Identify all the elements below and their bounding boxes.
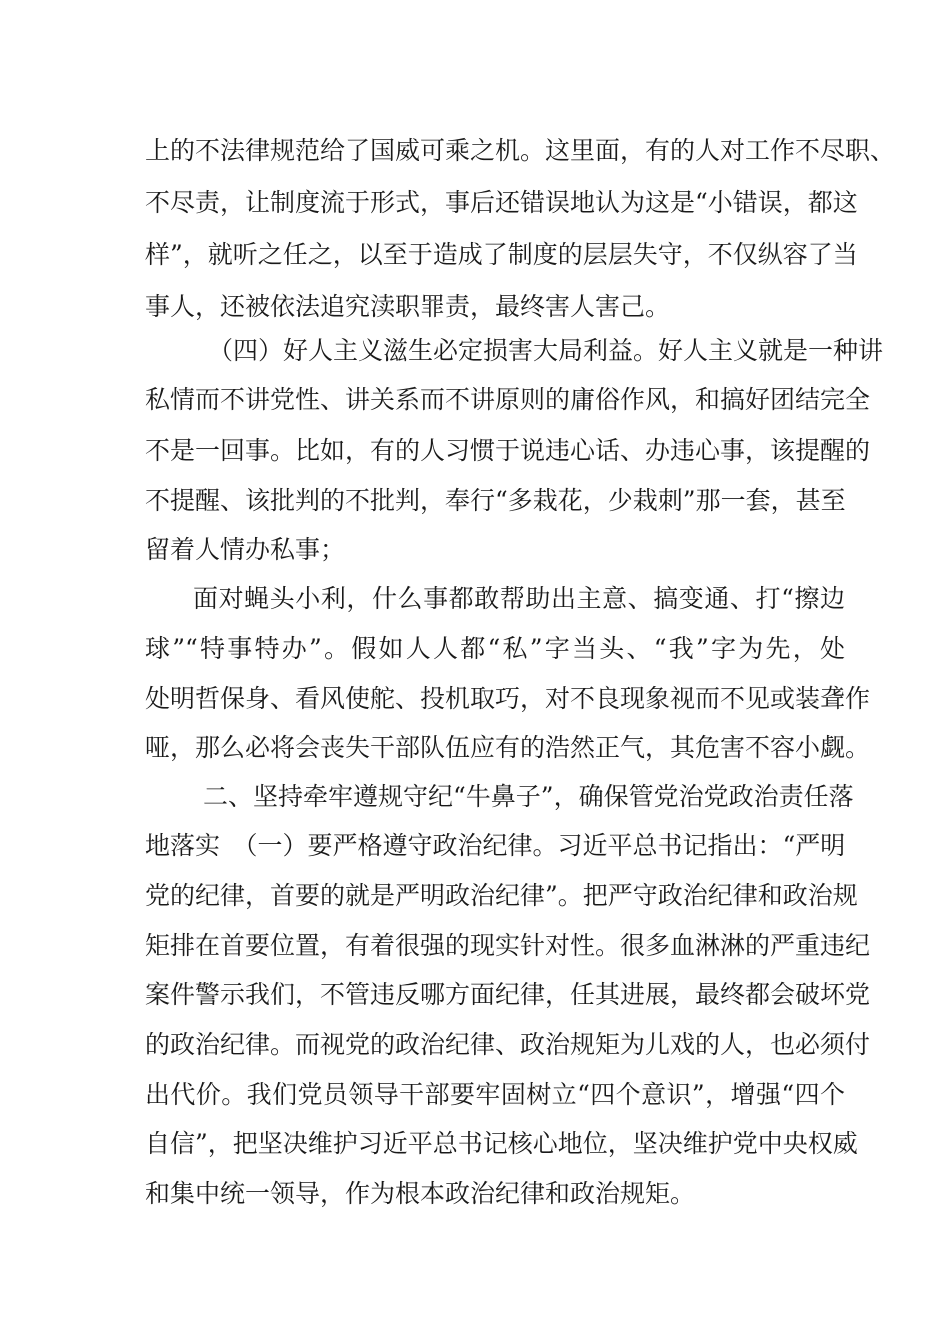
text-line: 不是一回事。比如，有的人习惯于说违心话、办违心事，该提醒的 bbox=[145, 436, 871, 465]
section-heading-line: 二、坚持牵牢遵规守纪“牛鼻子”，确保管党治党政治责任落 bbox=[203, 782, 854, 811]
text-line: 不提醒、该批判的不批判，奉行“多栽花，少栽刺”那一套，甚至 bbox=[145, 486, 846, 515]
text-line: 样”，就听之任之，以至于造成了制度的层层失守，不仅纵容了当 bbox=[145, 240, 858, 269]
text-line: 私情而不讲党性、讲关系而不讲原则的庸俗作风，和搞好团结完全 bbox=[145, 385, 871, 414]
text-line: 面对蝇头小利，什么事都敢帮助出主意、搞变通、打“擦边 bbox=[193, 584, 845, 613]
text-line: 自信”，把坚决维护习近平总书记核心地位，坚决维护党中央权威 bbox=[145, 1129, 858, 1158]
text-line: 留着人情办私事； bbox=[145, 535, 346, 564]
text-line: 哑，那么必将会丧失干部队伍应有的浩然正气，其危害不容小觑。 bbox=[145, 733, 871, 762]
text-line: 出代价。我们党员领导干部要牢固树立“四个意识”，增强“四个 bbox=[145, 1080, 845, 1109]
text-line: 上的不法律规范给了国威可乘之机。这里面，有的人对工作不尽职、 bbox=[145, 136, 896, 165]
text-line: （四）好人主义滋生必定损害大局利益。好人主义就是一种讲 bbox=[208, 336, 884, 365]
text-line: 事人，还被依法追究渎职罪责，最终害人害己。 bbox=[145, 292, 671, 321]
text-line: 处明哲保身、看风使舵、投机取巧，对不良现象视而不见或装聋作 bbox=[145, 684, 871, 713]
text-line: 的政治纪律。而视党的政治纪律、政治规矩为儿戏的人，也必须付 bbox=[145, 1030, 871, 1059]
text-line: 案件警示我们，不管违反哪方面纪律，任其进展，最终都会破坏党 bbox=[145, 980, 871, 1009]
text-line: 和集中统一领导，作为根本政治纪律和政治规矩。 bbox=[145, 1179, 696, 1208]
text-line: 不尽责，让制度流于形式，事后还错误地认为这是“小错误，都这 bbox=[145, 188, 858, 217]
text-line: 党的纪律，首要的就是严明政治纪律”。把严守政治纪律和政治规 bbox=[145, 881, 858, 910]
text-line: 球”“特事特办”。假如人人都“私”字当头、“我”字为先，处 bbox=[145, 634, 845, 663]
text-line: 矩排在首要位置，有着很强的现实针对性。很多血淋淋的严重违纪 bbox=[145, 931, 871, 960]
text-line: 地落实 （一）要严格遵守政治纪律。习近平总书记指出：“严明 bbox=[145, 831, 846, 860]
